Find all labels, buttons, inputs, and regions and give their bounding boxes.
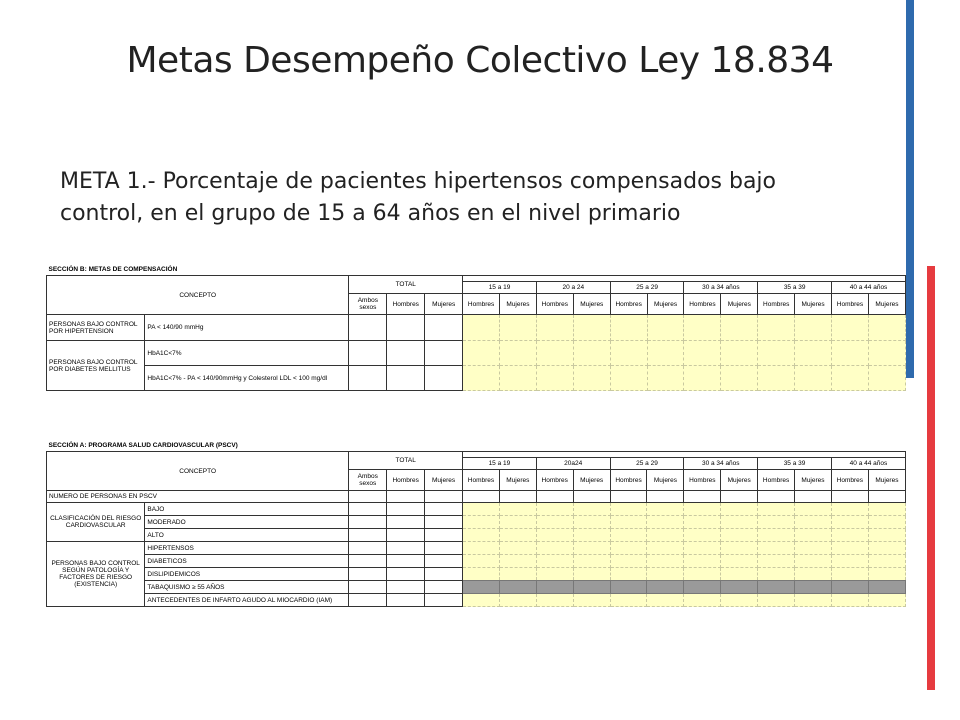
data-cell[interactable] xyxy=(868,568,905,581)
decorative-blue-bar xyxy=(906,0,914,378)
data-cell[interactable] xyxy=(684,366,721,391)
hombres-header: Hombres xyxy=(463,470,500,491)
mujeres-header: Mujeres xyxy=(499,470,536,491)
group-label: PERSONAS BAJO CONTROL POR HIPERTENSION xyxy=(47,315,145,341)
data-cell[interactable] xyxy=(832,341,869,366)
data-cell[interactable] xyxy=(647,516,684,529)
data-cell[interactable] xyxy=(868,503,905,516)
data-cell[interactable] xyxy=(349,341,387,366)
data-cell[interactable] xyxy=(795,542,832,555)
data-cell[interactable] xyxy=(795,529,832,542)
data-cell[interactable] xyxy=(500,366,537,391)
data-cell[interactable] xyxy=(387,581,425,594)
mujeres-header: Mujeres xyxy=(573,294,610,315)
data-cell[interactable] xyxy=(463,516,500,529)
data-cell[interactable] xyxy=(387,529,425,542)
data-cell[interactable] xyxy=(349,542,387,555)
data-cell[interactable] xyxy=(795,366,832,391)
mujeres-header: Mujeres xyxy=(647,470,684,491)
data-cell[interactable] xyxy=(832,366,869,391)
data-cell[interactable] xyxy=(500,341,537,366)
data-cell-disabled xyxy=(463,581,500,594)
data-cell[interactable] xyxy=(647,568,684,581)
age-header: 15 a 19 xyxy=(463,458,537,470)
data-cell[interactable] xyxy=(758,315,795,341)
data-cell[interactable] xyxy=(349,516,387,529)
meta-description: META 1.- Porcentaje de pacientes hipertensos compensados bajo control, en el grupo de 15 a 64 años en el nivel primario xyxy=(60,169,776,226)
data-cell[interactable] xyxy=(758,491,795,503)
age-header: 40 a 44 años xyxy=(832,282,906,294)
data-cell[interactable] xyxy=(610,529,647,542)
total-header: TOTAL xyxy=(349,276,463,294)
data-cell[interactable] xyxy=(721,341,758,366)
data-cell[interactable] xyxy=(647,594,684,607)
age-header: 15 a 19 xyxy=(463,282,537,294)
data-cell[interactable] xyxy=(425,503,463,516)
data-cell[interactable] xyxy=(721,315,758,341)
data-cell[interactable] xyxy=(758,542,795,555)
data-cell[interactable] xyxy=(831,555,868,568)
hombres-header: Hombres xyxy=(684,470,721,491)
data-cell[interactable] xyxy=(831,529,868,542)
age-header: 25 a 29 xyxy=(610,282,684,294)
data-cell[interactable] xyxy=(758,529,795,542)
data-cell[interactable] xyxy=(573,503,610,516)
data-cell[interactable] xyxy=(721,529,758,542)
data-cell[interactable] xyxy=(349,315,387,341)
age-header: 35 a 39 xyxy=(758,458,832,470)
data-cell[interactable] xyxy=(463,542,500,555)
data-cell[interactable] xyxy=(499,529,536,542)
data-cell[interactable] xyxy=(684,516,721,529)
total-header: TOTAL xyxy=(349,452,463,470)
data-cell[interactable] xyxy=(721,366,758,391)
data-cell[interactable] xyxy=(758,594,795,607)
mujeres-header: Mujeres xyxy=(795,470,832,491)
data-cell[interactable] xyxy=(499,491,536,503)
section-b-heading: SECCIÓN B: METAS DE COMPENSACIÓN xyxy=(48,266,178,273)
data-cell[interactable] xyxy=(868,341,905,366)
row-label: DIABETICOS xyxy=(145,555,349,568)
data-cell[interactable] xyxy=(721,491,758,503)
data-cell[interactable] xyxy=(868,529,905,542)
data-cell[interactable] xyxy=(536,516,573,529)
data-cell[interactable] xyxy=(795,516,832,529)
data-cell[interactable] xyxy=(795,341,832,366)
data-cell[interactable] xyxy=(868,555,905,568)
data-cell[interactable] xyxy=(831,491,868,503)
data-cell[interactable] xyxy=(499,568,536,581)
data-cell[interactable] xyxy=(647,529,684,542)
row-label: DISLIPIDEMICOS xyxy=(145,568,349,581)
data-cell[interactable] xyxy=(721,555,758,568)
data-cell[interactable] xyxy=(795,315,832,341)
data-cell[interactable] xyxy=(387,568,425,581)
data-cell[interactable] xyxy=(758,516,795,529)
group-label: PERSONAS BAJO CONTROL SEGÚN PATOLOGÍA Y FACTORES DE RIESGO (EXISTENCIA) xyxy=(47,542,145,607)
data-cell[interactable] xyxy=(758,555,795,568)
data-cell[interactable] xyxy=(868,315,905,341)
data-cell[interactable] xyxy=(610,542,647,555)
data-cell[interactable] xyxy=(573,491,610,503)
mujeres-header: Mujeres xyxy=(425,294,463,315)
data-cell[interactable] xyxy=(425,581,463,594)
row-label: HbA1C<7% - PA < 140/90mmHg y Colesterol LDL < 100 mg/dl xyxy=(145,366,349,391)
mujeres-header: Mujeres xyxy=(721,294,758,315)
table-section-a xyxy=(46,440,899,607)
data-cell-disabled xyxy=(573,581,610,594)
data-cell[interactable] xyxy=(647,555,684,568)
data-cell[interactable] xyxy=(647,341,684,366)
data-cell[interactable] xyxy=(758,341,795,366)
age-header: 20a24 xyxy=(536,458,610,470)
data-cell-disabled xyxy=(868,581,905,594)
data-cell[interactable] xyxy=(349,555,387,568)
hombres-header: Hombres xyxy=(536,470,573,491)
data-cell[interactable] xyxy=(349,491,387,503)
data-cell[interactable] xyxy=(463,555,500,568)
data-cell[interactable] xyxy=(536,503,573,516)
data-cell[interactable] xyxy=(610,366,647,391)
data-cell[interactable] xyxy=(758,366,795,391)
data-cell[interactable] xyxy=(647,491,684,503)
row-label: ANTECEDENTES DE INFARTO AGUDO AL MIOCARDIO (IAM) xyxy=(145,594,349,607)
data-cell[interactable] xyxy=(387,491,425,503)
data-cell[interactable] xyxy=(463,491,500,503)
data-cell[interactable] xyxy=(536,366,573,391)
decorative-red-bar xyxy=(927,266,935,690)
hombres-header: Hombres xyxy=(832,294,869,315)
mujeres-header: Mujeres xyxy=(868,470,905,491)
hombres-header: Hombres xyxy=(387,470,425,491)
data-cell[interactable] xyxy=(573,516,610,529)
row-label: NUMERO DE PERSONAS EN PSCV xyxy=(47,491,349,503)
data-cell[interactable] xyxy=(832,315,869,341)
data-cell[interactable] xyxy=(647,366,684,391)
data-cell[interactable] xyxy=(684,315,721,341)
data-cell[interactable] xyxy=(610,503,647,516)
page-title: Metas Desempeño Colectivo Ley 18.834 xyxy=(126,40,834,81)
data-cell[interactable] xyxy=(610,341,647,366)
data-cell[interactable] xyxy=(721,568,758,581)
hombres-header: Hombres xyxy=(758,470,795,491)
data-cell[interactable] xyxy=(349,568,387,581)
data-cell[interactable] xyxy=(684,568,721,581)
concepto-header: CONCEPTO xyxy=(47,276,349,315)
data-cell[interactable] xyxy=(463,503,500,516)
data-cell[interactable] xyxy=(425,568,463,581)
data-cell-disabled xyxy=(795,581,832,594)
data-cell[interactable] xyxy=(387,366,425,391)
data-cell[interactable] xyxy=(610,491,647,503)
data-cell[interactable] xyxy=(349,529,387,542)
data-cell-disabled xyxy=(536,581,573,594)
section-a-heading: SECCIÓN A: PROGRAMA SALUD CARDIOVASCULAR (PSCV) xyxy=(48,442,238,449)
data-cell[interactable] xyxy=(387,315,425,341)
data-cell[interactable] xyxy=(499,594,536,607)
data-cell[interactable] xyxy=(795,568,832,581)
data-cell[interactable] xyxy=(573,529,610,542)
data-cell[interactable] xyxy=(610,555,647,568)
data-cell[interactable] xyxy=(610,568,647,581)
data-cell[interactable] xyxy=(499,542,536,555)
data-cell[interactable] xyxy=(499,555,536,568)
data-cell[interactable] xyxy=(463,594,500,607)
data-cell[interactable] xyxy=(758,503,795,516)
data-cell[interactable] xyxy=(536,594,573,607)
age-header: 25 a 29 xyxy=(610,458,684,470)
row-label: PA < 140/90 mmHg xyxy=(145,315,349,341)
age-header: 30 a 34 años xyxy=(684,282,758,294)
data-cell[interactable] xyxy=(425,315,463,341)
data-cell[interactable] xyxy=(868,542,905,555)
data-cell[interactable] xyxy=(425,542,463,555)
data-cell[interactable] xyxy=(647,503,684,516)
data-cell[interactable] xyxy=(463,529,500,542)
data-cell[interactable] xyxy=(463,315,500,341)
concepto-header: CONCEPTO xyxy=(47,452,349,491)
data-cell[interactable] xyxy=(684,503,721,516)
row-label: MODERADO xyxy=(145,516,349,529)
data-cell[interactable] xyxy=(387,516,425,529)
data-cell[interactable] xyxy=(573,555,610,568)
data-cell-disabled xyxy=(499,581,536,594)
data-cell-disabled xyxy=(758,581,795,594)
age-header: 40 a 44 años xyxy=(831,458,905,470)
data-cell[interactable] xyxy=(500,315,537,341)
data-cell-disabled xyxy=(647,581,684,594)
data-cell[interactable] xyxy=(387,555,425,568)
data-cell[interactable] xyxy=(387,542,425,555)
mujeres-header: Mujeres xyxy=(425,470,463,491)
hombres-header: Hombres xyxy=(684,294,721,315)
hombres-header: Hombres xyxy=(610,294,647,315)
data-cell[interactable] xyxy=(684,341,721,366)
data-cell[interactable] xyxy=(647,542,684,555)
data-cell[interactable] xyxy=(795,491,832,503)
data-cell[interactable] xyxy=(536,315,573,341)
data-cell[interactable] xyxy=(499,503,536,516)
data-cell[interactable] xyxy=(536,555,573,568)
mujeres-header: Mujeres xyxy=(647,294,684,315)
data-cell[interactable] xyxy=(536,491,573,503)
row-label: HbA1C<7% xyxy=(145,341,349,366)
data-cell[interactable] xyxy=(425,555,463,568)
data-cell[interactable] xyxy=(831,594,868,607)
data-cell[interactable] xyxy=(387,341,425,366)
data-cell[interactable] xyxy=(536,341,573,366)
data-cell[interactable] xyxy=(425,341,463,366)
data-cell[interactable] xyxy=(684,555,721,568)
hombres-header: Hombres xyxy=(463,294,500,315)
data-cell[interactable] xyxy=(573,568,610,581)
group-label: CLASIFICACIÓN DEL RIESGO CARDIOVASCULAR xyxy=(47,503,145,542)
data-cell[interactable] xyxy=(684,529,721,542)
data-cell[interactable] xyxy=(721,594,758,607)
group-label: PERSONAS BAJO CONTROL POR DIABETES MELLITUS xyxy=(47,341,145,391)
data-cell[interactable] xyxy=(349,503,387,516)
hombres-header: Hombres xyxy=(831,470,868,491)
data-cell[interactable] xyxy=(536,568,573,581)
data-cell[interactable] xyxy=(868,366,905,391)
data-cell[interactable] xyxy=(795,555,832,568)
data-cell[interactable] xyxy=(868,491,905,503)
data-cell[interactable] xyxy=(721,503,758,516)
data-cell[interactable] xyxy=(349,581,387,594)
mujeres-header: Mujeres xyxy=(868,294,905,315)
row-label: ALTO xyxy=(145,529,349,542)
data-cell[interactable] xyxy=(610,315,647,341)
data-cell[interactable] xyxy=(463,366,500,391)
data-cell[interactable] xyxy=(610,516,647,529)
data-cell[interactable] xyxy=(463,568,500,581)
data-cell-disabled xyxy=(831,581,868,594)
hombres-header: Hombres xyxy=(536,294,573,315)
table-section-b xyxy=(46,264,899,391)
data-cell[interactable] xyxy=(721,542,758,555)
data-cell[interactable] xyxy=(425,516,463,529)
data-cell[interactable] xyxy=(868,516,905,529)
data-cell[interactable] xyxy=(684,594,721,607)
data-cell[interactable] xyxy=(647,315,684,341)
data-cell-disabled xyxy=(610,581,647,594)
data-cell[interactable] xyxy=(573,315,610,341)
data-cell[interactable] xyxy=(425,529,463,542)
ambos-sexos-header: Ambos sexos xyxy=(349,470,387,491)
data-cell[interactable] xyxy=(349,594,387,607)
ambos-sexos-header: Ambos sexos xyxy=(349,294,387,315)
data-cell[interactable] xyxy=(573,594,610,607)
row-label: TABAQUISMO ≥ 55 AÑOS xyxy=(145,581,349,594)
data-cell[interactable] xyxy=(573,366,610,391)
data-cell[interactable] xyxy=(499,516,536,529)
mujeres-header: Mujeres xyxy=(795,294,832,315)
age-header: 20 a 24 xyxy=(536,282,610,294)
data-cell-disabled xyxy=(684,581,721,594)
data-cell[interactable] xyxy=(536,542,573,555)
data-cell[interactable] xyxy=(795,594,832,607)
age-header: 30 a 34 años xyxy=(684,458,758,470)
data-cell[interactable] xyxy=(387,503,425,516)
hombres-header: Hombres xyxy=(758,294,795,315)
data-cell[interactable] xyxy=(610,594,647,607)
hombres-header: Hombres xyxy=(387,294,425,315)
row-label: BAJO xyxy=(145,503,349,516)
data-cell[interactable] xyxy=(868,594,905,607)
data-cell[interactable] xyxy=(536,529,573,542)
row-label: HIPERTENSOS xyxy=(145,542,349,555)
data-cell[interactable] xyxy=(387,594,425,607)
data-cell[interactable] xyxy=(831,542,868,555)
mujeres-header: Mujeres xyxy=(721,470,758,491)
data-cell-disabled xyxy=(721,581,758,594)
data-cell[interactable] xyxy=(831,503,868,516)
mujeres-header: Mujeres xyxy=(500,294,537,315)
data-cell[interactable] xyxy=(573,341,610,366)
hombres-header: Hombres xyxy=(610,470,647,491)
age-header: 35 a 39 xyxy=(758,282,832,294)
data-cell[interactable] xyxy=(463,341,500,366)
data-cell[interactable] xyxy=(573,542,610,555)
data-cell[interactable] xyxy=(684,542,721,555)
data-cell[interactable] xyxy=(831,516,868,529)
data-cell[interactable] xyxy=(721,516,758,529)
data-cell[interactable] xyxy=(684,491,721,503)
data-cell[interactable] xyxy=(425,366,463,391)
data-cell[interactable] xyxy=(831,568,868,581)
mujeres-header: Mujeres xyxy=(573,470,610,491)
data-cell[interactable] xyxy=(758,568,795,581)
data-cell[interactable] xyxy=(425,491,463,503)
data-cell[interactable] xyxy=(349,366,387,391)
data-cell[interactable] xyxy=(425,594,463,607)
data-cell[interactable] xyxy=(795,503,832,516)
